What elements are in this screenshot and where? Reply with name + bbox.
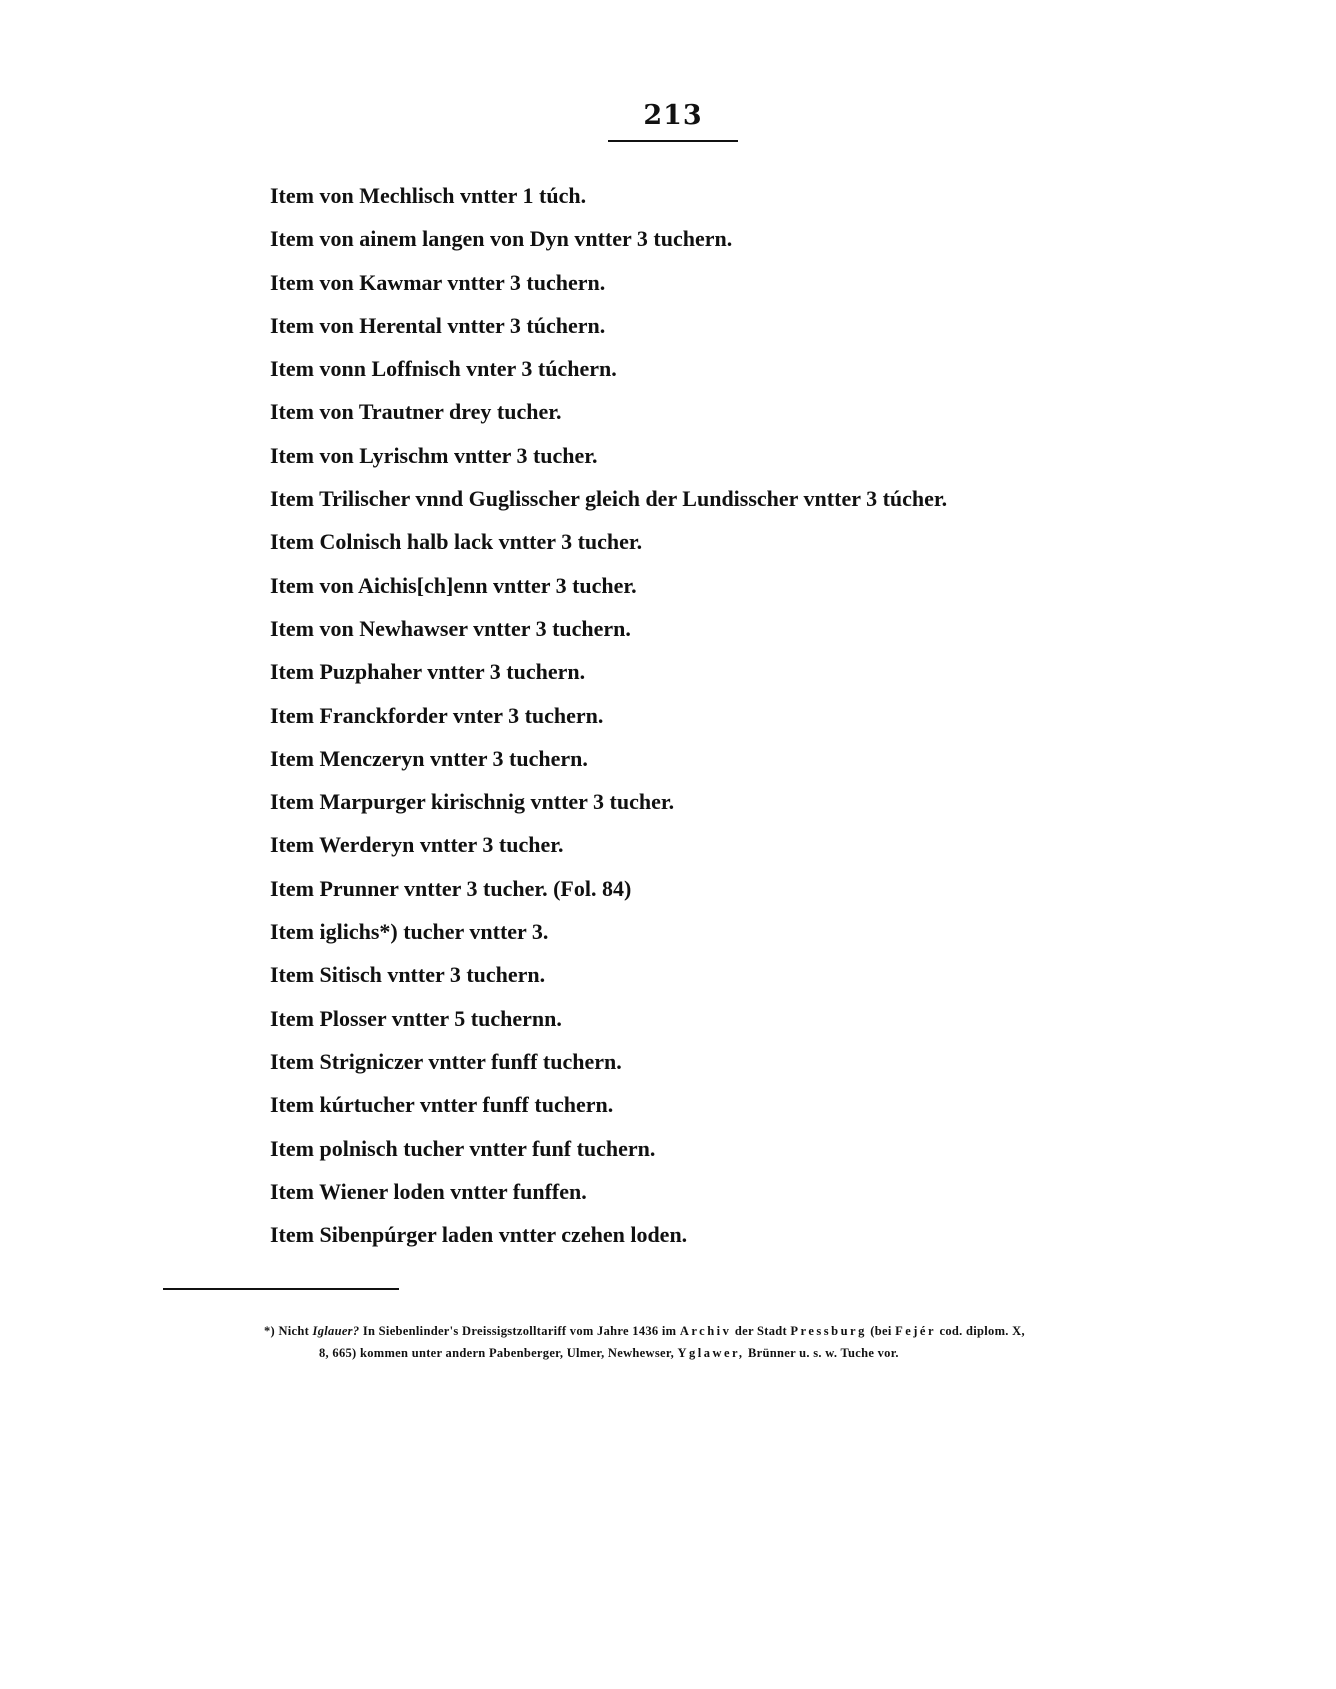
footnote-text: 8, 665) kommen unter andern Pabenberger, Ulmer, Newhewser, [319, 1346, 674, 1360]
list-item: Item von Newhawser vntter 3 tuchern. [270, 615, 631, 641]
footnote-spaced-word: Pressburg [790, 1324, 867, 1338]
footnote-divider [163, 1288, 399, 1290]
list-item: Item von Herental vntter 3 túchern. [270, 312, 606, 338]
footnote-marker: *) Nicht [264, 1324, 310, 1338]
footnote-spaced-word: Yglawer, [677, 1346, 745, 1360]
list-item: Item Plosser vntter 5 tuchernn. [270, 1005, 562, 1031]
footnote-text: der Stadt [734, 1324, 787, 1338]
footnote-text: cod. diplom. X, [939, 1324, 1025, 1338]
list-item: Item Menczeryn vntter 3 tuchern. [270, 745, 588, 771]
list-item: Item Colnisch halb lack vntter 3 tucher. [270, 529, 643, 555]
list-item: Item Strigniczer vntter funff tuchern. [270, 1048, 622, 1074]
list-item: Item Franckforder vnter 3 tuchern. [270, 702, 604, 728]
footnote-line-2 [264, 1342, 1174, 1364]
list-item: Item iglichs*) tucher vntter 3. [270, 919, 549, 945]
footnote-text: In Siebenlinder's Dreissigstzolltariff vom Jahre 1436 im [362, 1324, 677, 1338]
list-item: Item Sibenpúrger laden vntter czehen loden. [270, 1222, 688, 1248]
list-item: Item von Trautner drey tucher. [270, 399, 562, 425]
list-item: Item Werderyn vntter 3 tucher. [270, 832, 564, 858]
list-item: Item kúrtucher vntter funff tuchern. [270, 1092, 614, 1118]
list-item: Item von ainem langen von Dyn vntter 3 tuchern. [270, 226, 733, 252]
footnote-italic-term: Iglauer? [312, 1324, 360, 1338]
list-item: Item von Aichis[ch]enn vntter 3 tucher. [270, 572, 637, 598]
list-item: Item polnisch tucher vntter funf tuchern. [270, 1135, 656, 1161]
list-item: Item vonn Loffnisch vnter 3 túchern. [270, 356, 617, 382]
list-item: Item von Mechlisch vntter 1 túch. [270, 183, 587, 208]
list-item: Item von Kawmar vntter 3 tuchern. [270, 269, 606, 295]
footnote-spaced-word: Fejér [895, 1324, 937, 1338]
list-item: Item von Lyrischm vntter 3 tucher. [270, 442, 598, 468]
page-number-underline [608, 140, 738, 142]
list-item: Item Prunner vntter 3 tucher. (Fol. 84) [270, 875, 632, 901]
list-item: Item Sitisch vntter 3 tuchern. [270, 962, 546, 988]
footnote [264, 1320, 1174, 1364]
footnote-text: (bei [870, 1324, 892, 1338]
entry-list [270, 174, 1270, 1256]
footnote-text: Brünner u. s. w. Tuche vor. [747, 1346, 899, 1360]
page-number: 213 [643, 100, 703, 131]
list-item: Item Marpurger kirischnig vntter 3 tucher. [270, 789, 675, 815]
list-item: Item Trilischer vnnd Guglisscher gleich der Lundisscher vntter 3 túcher. [270, 486, 948, 512]
list-item: Item Wiener loden vntter funffen. [270, 1178, 587, 1204]
list-item: Item Puzphaher vntter 3 tuchern. [270, 659, 586, 685]
footnote-spaced-word: Archiv [679, 1324, 732, 1338]
